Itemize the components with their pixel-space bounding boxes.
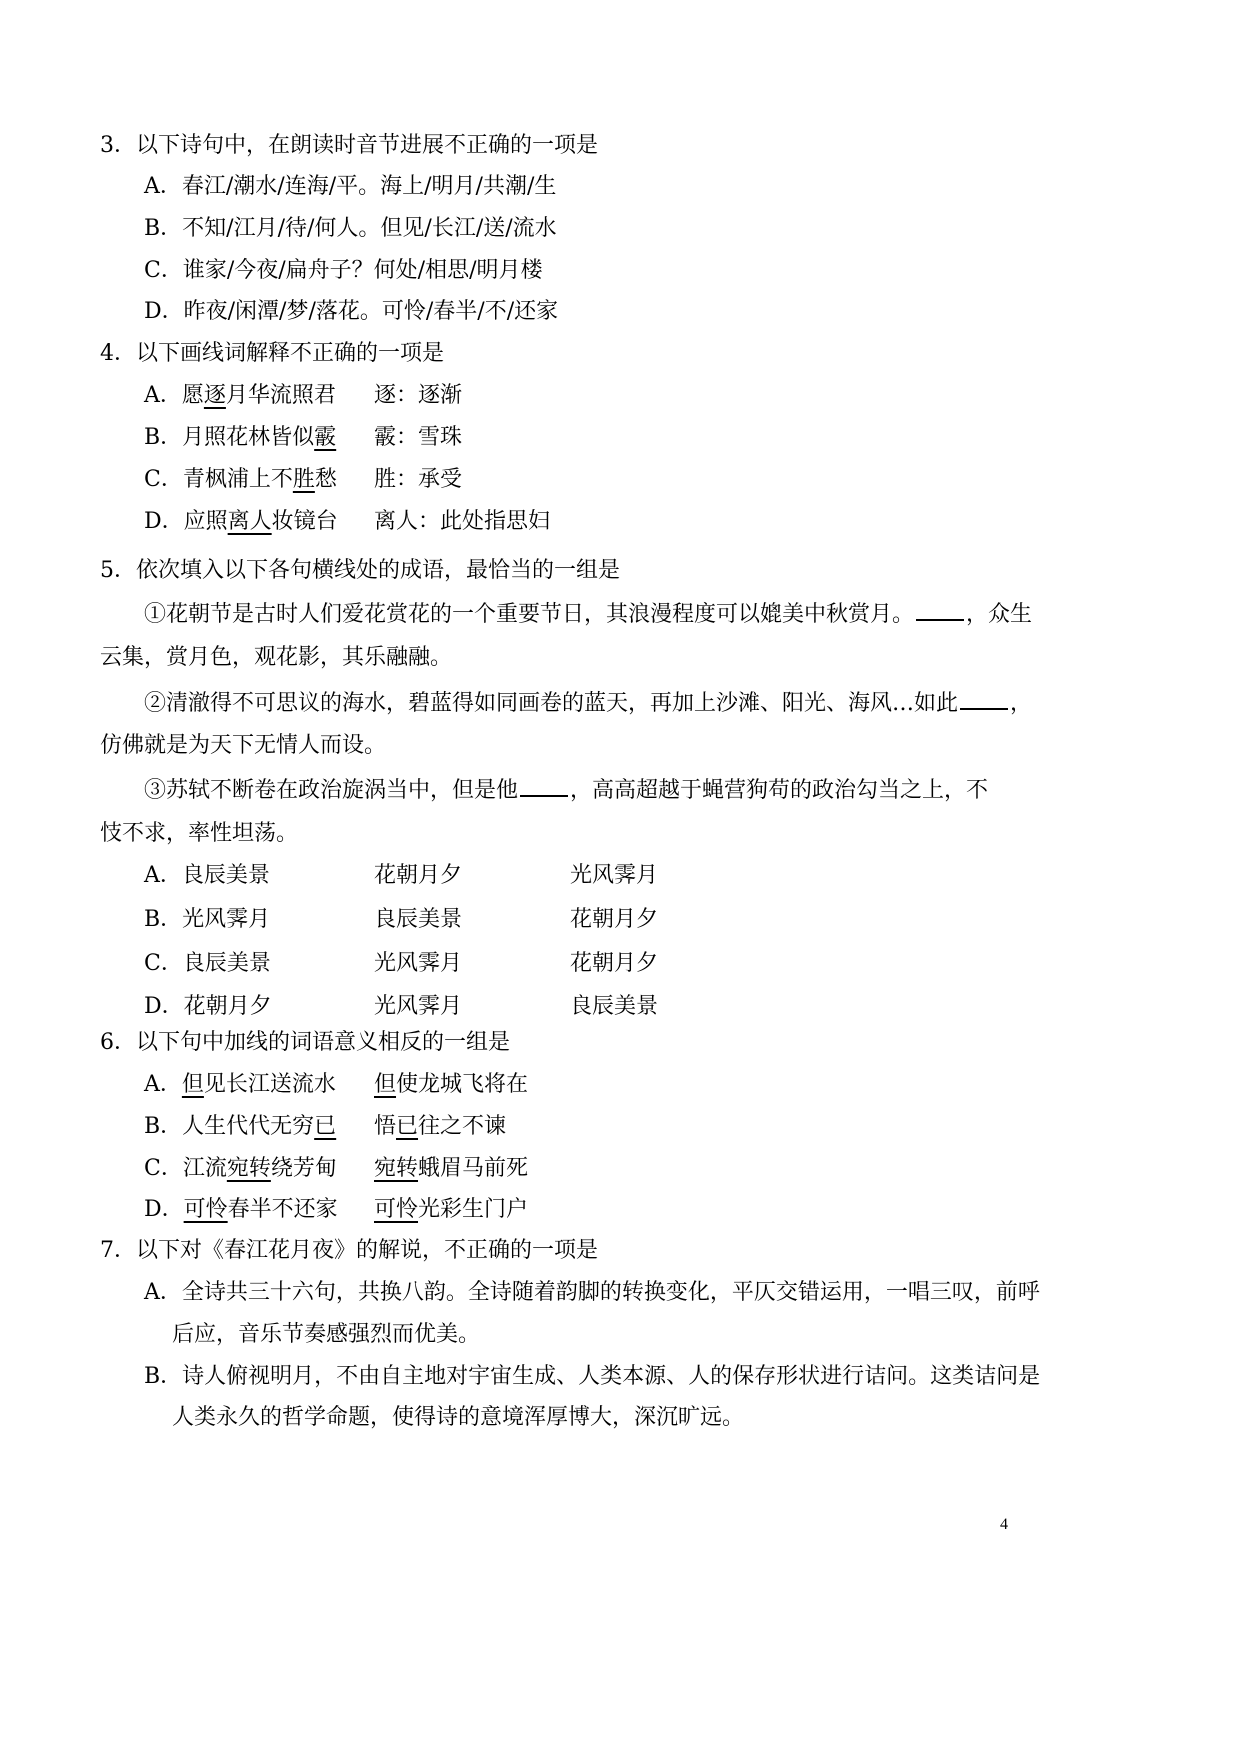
q4-d-pre: D．应照 [144, 509, 228, 534]
q4-option-a-gloss: 逐：逐渐 [374, 383, 463, 408]
q4-a-underlined: 逐 [203, 383, 226, 408]
q5-option-a-3: 光风霁月 [570, 863, 659, 888]
q4-option-b [144, 423, 336, 453]
q5-s1-tail: ，众生 [966, 602, 1033, 627]
q5-sentence-2 [144, 688, 1032, 719]
q6-option-c-right [374, 1154, 528, 1184]
q4-c-post: 愁 [314, 467, 337, 492]
q3-stem: 3．以下诗句中，在朗读时音节进展不正确的一项是 [100, 133, 598, 158]
q4-option-a [144, 381, 336, 411]
q5-option-a-2: 花朝月夕 [374, 863, 463, 888]
q4-a-post: 月华流照君 [225, 383, 336, 408]
q6-option-b-left [144, 1112, 336, 1142]
q6-c-r-underlined: 宛转 [374, 1156, 419, 1181]
q6-b-r-post: 往之不谏 [418, 1114, 507, 1139]
q5-s3-text: ③苏轼不断卷在政治旋涡当中，但是他 [144, 778, 519, 803]
q5-stem: 5．依次填入以下各句横线处的成语，最恰当的一组是 [100, 558, 620, 583]
q6-d-r-post: 光彩生门户 [418, 1197, 529, 1222]
q3-option-d: D．昨夜/闲潭/梦/落花。可怜/春半/不/还家 [144, 299, 559, 324]
q6-stem: 6．以下句中加线的词语意义相反的一组是 [100, 1030, 510, 1055]
q5-option-d-3: 良辰美景 [570, 994, 659, 1019]
q4-option-c [144, 465, 337, 495]
q4-c-pre: C．青枫浦上不 [144, 467, 293, 492]
q5-sentence-1 [144, 599, 1032, 630]
q4-stem: 4．以下画线词解释不正确的一项是 [100, 341, 444, 366]
q6-d-l-pre: D． [144, 1197, 184, 1222]
q5-option-c-1: C．良辰美景 [144, 951, 271, 976]
q5-blank-2 [960, 688, 1008, 710]
q6-c-l-pre: C．江流 [144, 1156, 227, 1181]
q5-option-d-1: D．花朝月夕 [144, 994, 272, 1019]
q5-option-b-2: 良辰美景 [374, 907, 463, 932]
q5-option-d-2: 光风霁月 [374, 994, 463, 1019]
q6-a-l-post: 见长江送流水 [203, 1072, 336, 1097]
q6-b-r-pre: 悟 [374, 1114, 397, 1139]
q5-blank-3 [520, 775, 568, 797]
q7-option-a-line1: A．全诗共三十六句，共换八韵。全诗随着韵脚的转换变化，平仄交错运用，一唱三叹，前呼 [144, 1280, 1040, 1305]
page-number: 4 [1000, 1516, 1008, 1533]
q5-s2-tail: ， [1010, 691, 1033, 716]
q4-d-underlined: 离人 [227, 509, 272, 534]
q5-option-a-1: A．良辰美景 [144, 863, 270, 888]
q6-option-a-right [374, 1070, 528, 1100]
q6-a-r-post: 使龙城飞将在 [396, 1072, 529, 1097]
q6-a-l-pre: A． [144, 1072, 182, 1097]
q6-c-l-post: 绕芳甸 [270, 1156, 337, 1181]
q7-stem: 7．以下对《春江花月夜》的解说，不正确的一项是 [100, 1238, 598, 1263]
q6-option-c-left [144, 1154, 337, 1184]
q7-option-b-line1: B．诗人俯视明月，不由自主地对宇宙生成、人类本源、人的保存形状进行诘问。这类诘问是 [144, 1364, 1041, 1389]
q6-d-l-underlined: 可怜 [183, 1197, 228, 1222]
q4-b-pre: B．月照花林皆似 [144, 425, 315, 450]
q7-option-a-line2: 后应，音乐节奏感强烈而优美。 [172, 1322, 481, 1347]
q6-b-l-pre: B．人生代代无穷 [144, 1114, 315, 1139]
q4-d-post: 妆镜台 [271, 509, 338, 534]
q6-c-l-underlined: 宛转 [226, 1156, 271, 1181]
q5-option-c-2: 光风霁月 [374, 951, 463, 976]
q6-a-l-underlined: 但 [181, 1072, 204, 1097]
q6-d-l-post: 春半不还家 [227, 1197, 338, 1222]
q4-c-underlined: 胜 [292, 467, 315, 492]
q4-option-b-gloss: 霰：雪珠 [374, 425, 463, 450]
q3-option-a: A．春江/潮水/连海/平。海上/明月/共潮/生 [144, 174, 557, 199]
q5-s2-text: ②清澈得不可思议的海水，碧蓝得如同画卷的蓝天，再加上沙滩、阳光、海风…如此 [144, 691, 959, 716]
q4-a-pre: A．愿 [144, 383, 204, 408]
q5-sentence-3 [144, 775, 988, 806]
q6-option-d-right [374, 1195, 528, 1225]
q5-sentence-2-cont: 仿佛就是为天下无情人而设。 [100, 733, 387, 758]
q5-option-c-3: 花朝月夕 [570, 951, 659, 976]
q7-option-b-line2: 人类永久的哲学命题，使得诗的意境浑厚博大，深沉旷远。 [172, 1405, 745, 1430]
q6-b-r-underlined: 已 [396, 1114, 419, 1139]
q5-s1-text: ①花朝节是古时人们爱花赏花的一个重要节日，其浪漫程度可以媲美中秋赏月。 [144, 602, 915, 627]
q6-c-r-post: 蛾眉马前死 [418, 1156, 529, 1181]
q5-option-b-1: B．光风霁月 [144, 907, 271, 932]
q3-option-b: B．不知/江月/待/何人。但见/长江/送/流水 [144, 216, 557, 241]
q5-s3-tail: ，高高超越于蝇营狗苟的政治勾当之上，不 [570, 778, 989, 803]
q6-a-r-underlined: 但 [374, 1072, 397, 1097]
q6-option-b-right [374, 1112, 506, 1142]
q6-b-l-underlined: 已 [314, 1114, 337, 1139]
q4-option-c-gloss: 胜：承受 [374, 467, 463, 492]
q5-option-b-3: 花朝月夕 [570, 907, 659, 932]
q4-option-d-gloss: 离人：此处指思妇 [374, 509, 551, 534]
q4-option-d [144, 507, 338, 537]
q6-option-d-left [144, 1195, 338, 1225]
q4-b-underlined: 霰 [314, 425, 337, 450]
q6-option-a-left [144, 1070, 336, 1100]
q5-sentence-1-cont: 云集，赏月色，观花影，其乐融融。 [100, 645, 453, 670]
q3-option-c: C．谁家/今夜/扁舟子？何处/相思/明月楼 [144, 258, 543, 283]
q6-d-r-underlined: 可怜 [374, 1197, 419, 1222]
q5-sentence-3-cont: 忮不求，率性坦荡。 [100, 821, 299, 846]
q5-blank-1 [916, 599, 964, 621]
